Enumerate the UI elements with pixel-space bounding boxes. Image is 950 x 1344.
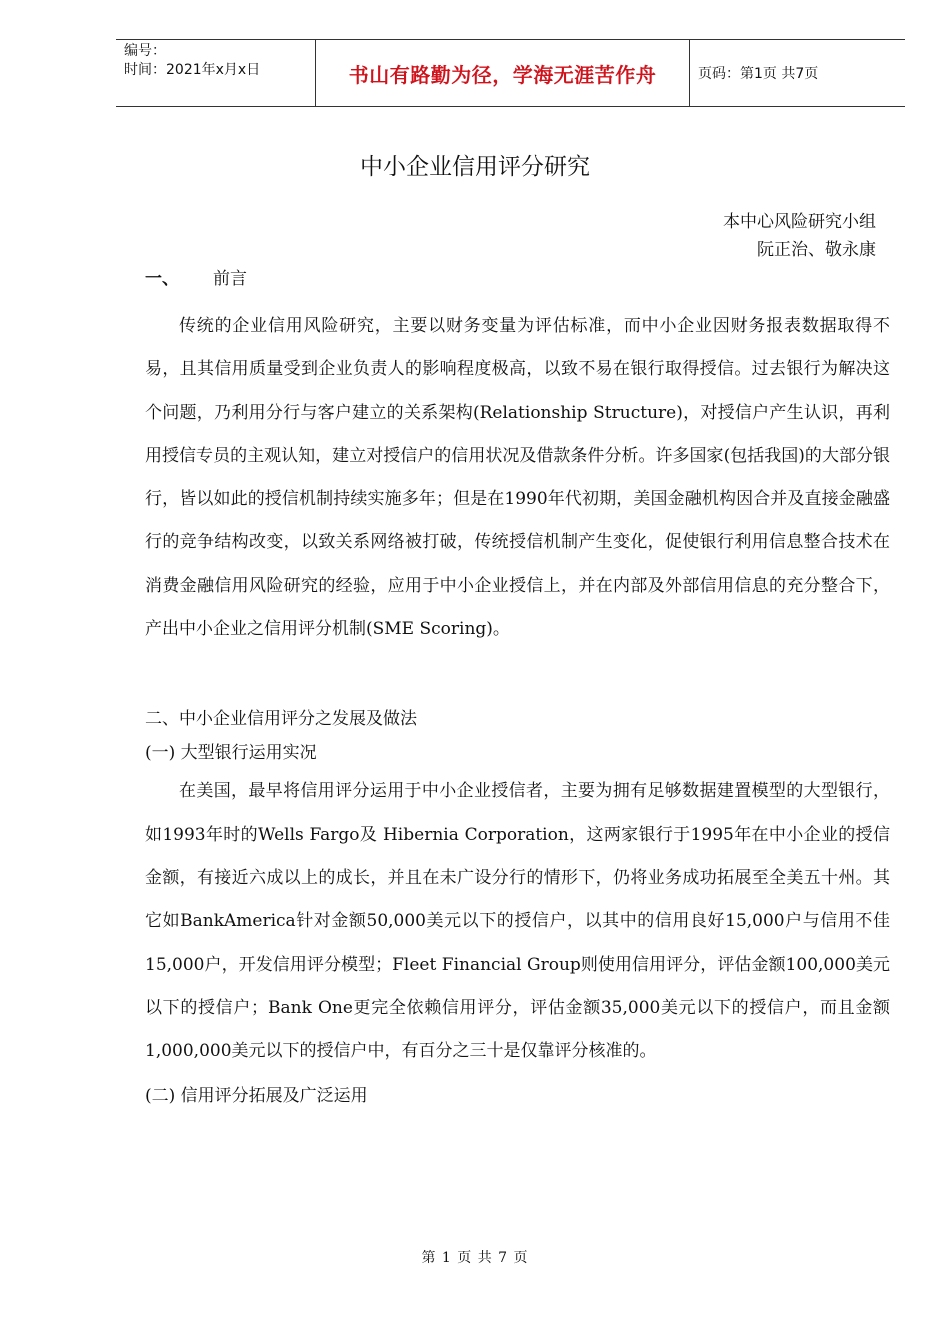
header-page-cell <box>690 40 905 106</box>
section-1-number: 一、 <box>145 269 179 289</box>
page-footer: 第 1 页 共 7 页 <box>421 1250 529 1266</box>
section-2-heading: 二、中小企业信用评分之发展及做法 <box>145 709 417 730</box>
spacer <box>145 651 890 702</box>
page-label: 页码：第1页 共7页 <box>698 66 819 82</box>
document-body <box>145 264 890 1113</box>
motto-text: 书山有路勤为径，学海无涯苦作舟 <box>348 62 657 87</box>
section-1-title: 前言 <box>213 269 247 289</box>
header-meta-cell <box>116 40 316 106</box>
author-org: 本中心风险研究小组 <box>723 212 876 232</box>
subsection-2-2-heading: (二) 信用评分拓展及广泛运用 <box>145 1086 368 1107</box>
serial-label: 编号： <box>124 43 166 59</box>
subsection-2-1-heading: (一) 大型银行运用实况 <box>145 743 317 764</box>
section-1-heading <box>145 264 890 294</box>
author-names: 阮正治、敬永康 <box>757 240 876 260</box>
header-motto-cell <box>316 40 690 106</box>
time-label: 时间：2021年x月x日 <box>124 62 261 78</box>
header-table <box>116 39 905 107</box>
section-1-paragraph: 传统的企业信用风险研究，主要以财务变量为评估标准，而中小企业因财务报表数据取得不易，且其信用质量受到企业负责人的影响程度极高，以致不易在银行取得授信。过去银行为解决这个问题，乃利用分行与客户建立的关系架构(Relationship Structure)，对授信户产生认识，再利用授信专员的主观认知，建立对授信户的信用状况及借款条件分析。许多国家(包括我国)的大部分银行，皆以如此的授信机制持续实施多年；但是在1990年代初期，美国金融机构因合并及直接金融盛行的竞争结构改变，以致关系网络被打破，传统授信机制产生变化，促使银行利用信息整合技术在消费金融信用风险研究的经验，应用于中小企业授信上，并在内部及外部信用信息的充分整合下，产出中小企业之信用评分机制(SME Scoring)。 <box>145 316 890 640</box>
document-title: 中小企业信用评分研究 <box>360 154 590 180</box>
author-block <box>723 208 876 264</box>
subsection-2-1-paragraph: 在美国，最早将信用评分运用于中小企业授信者，主要为拥有足够数据建置模型的大型银行，如1993年时的Wells Fargo及 Hibernia Corporation，这两家银行于1995年在中小企业的授信金额，有接近六成以上的成长，并且在未广设分行的情形下，仍将业务成功拓展至全美五十州。其它如BankAmerica针对金额50,000美元以下的授信户，以其中的信用良好15,000户与信用不佳15,000户，开发信用评分模型；Fleet Financial Group则使用信用评分，评估金额100,000美元以下的授信户；Bank One更完全依赖信用评分，评估金额35,000美元以下的授信户，而且金额1,000,000美元以下的授信户中，有百分之三十是仅靠评分核准的。 <box>145 781 890 1062</box>
